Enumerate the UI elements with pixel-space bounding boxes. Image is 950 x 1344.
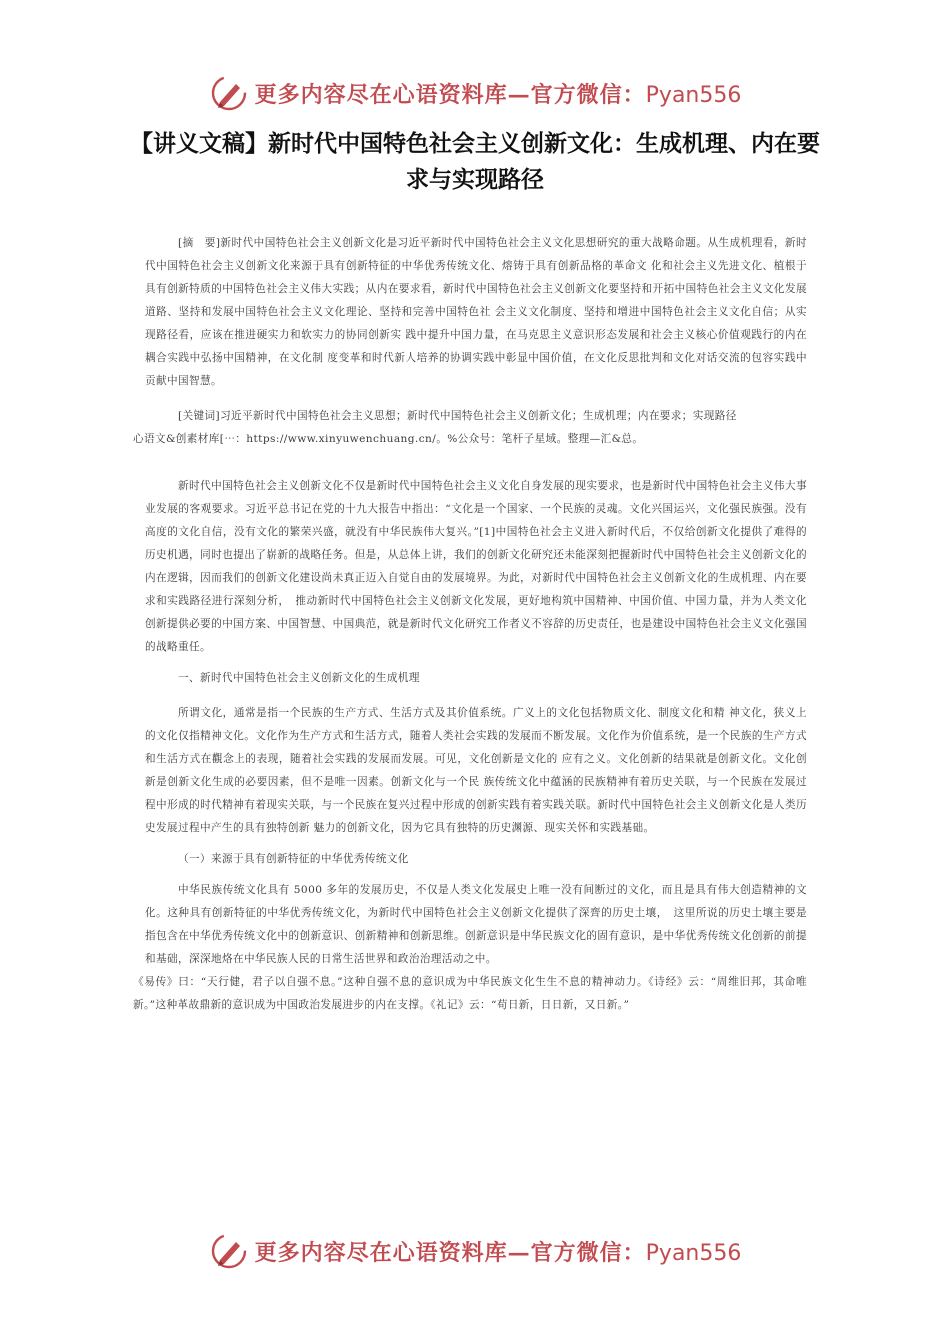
source-note: 心语文&创素材库[⋯：https://www.xinyuwenchuang.cn/。%公众号：笔杆子星域。整理—汇&总。 [133,433,644,445]
footer-banner [0,1228,950,1274]
header-banner [0,70,950,116]
section-heading: 一、新时代中国特色社会主义创新文化的生成机理 [178,672,420,684]
quote-paragraph: 《易传》曰：“天行健，君子以自强不息。”这种自强不息的意识成为中华民族文化生生不息的精神动力。《诗经》云：“周维旧邦，其命唯新。”这种革故鼎新的意识成为中国政治发展进步的内在支撑。《礼记》云：“苟日新，日日新，又日新。” [133,976,807,1011]
section-paragraph: 所谓文化，通常是指一个民族的生产方式、生活方式及其价值系统。广义上的文化包括物质文化、制度文化和精 神文化，狭义上的文化仅指精神文化。文化作为生产方式和生活方式，随着人类社会实践的发展而不断发展。文化作为价值系统，是一个民族的生产方式和生活方式在觀念上的表现，随着社会实践的发展而发展。可见，文化创新是文化的 应有之义。文化创新的结果就是创新文化。文化创新是创新文化生成的必要因素，但不是唯一因素。创新文化与一个民 族传统文化中蕴涵的民族精神有着历史关联，与一个民族在发展过程中形成的时代精神有着现实关联，与一个民族在复兴过程中形成的创新实践有着实践关联。新时代中国特色社会主义创新文化是人类历史发展过程中产生的具有独特创新 魅力的创新文化，因为它具有独特的历史渊源、现实关怀和实践基础。 [145,707,807,834]
keywords-paragraph [145,405,807,428]
intro-paragraph: 新时代中国特色社会主义创新文化不仅是新时代中国特色社会主义文化自身发展的现实要求，也是新时代中国特色社会主义伟大事业发展的客观要求。习近平总书记在党的十九大报告中指出：“文化是一个国家、一个民族的灵魂。文化兴国运兴，文化强民族强。没有高度的文化自信，没有文化的繁荣兴盛，就没有中华民族伟大复兴。”[1]中国特色社会主义进入新时代后，不仅给创新文化提供了难得的历史机遇，同时也提出了崭新的战略任务。但是，从总体上讲，我们的创新文化研究还未能深刻把握新时代中国特色社会主义创新文化的内在逻辑，因而我们的创新文化建设尚未真正迈入自觉自由的发展境界。为此，对新时代中国特色社会主义创新文化的生成机理、内在要求和实践路径进行深刻分析， 推动新时代中国特色社会主义创新文化发展，更好地构筑中国精神、中国价值、中国力量，并为人类文化创新提供必要的中国方案、中国智慧、中国典范，就是新时代文化研究工作者义不容辞的历史责任，也是建设中国特色社会主义文化强国的战略重任。 [145,480,807,653]
abstract-text: 新时代中国特色社会主义创新文化是习近平新时代中国特色社会主义文化思想研究的重大战略命题。从生成机理看，新时代中国特色社会主义创新文化来源于具有创新特征的中华优秀传统文化、熔铸于具有创新品格的革命文 化和社会主义先进文化、植根于具有创新特质的中国特色社会主义伟大实践；从内在要求看，新时代中国特色社会主义创新文化要坚持和开拓中国特色社会主义文化发展道路、坚持和发展中国特色社会主义文化理论、坚持和完善中国特色社 会主义文化制度、坚持和增进中国特色社会主义文化自信；从实现路径看，应该在推进硬实力和软实力的协同创新实 践中提升中国力量，在马克思主义意识形态发展和社会主义核心价值观践行的内在耦合实践中弘扬中国精神，在文化制 度变革和时代新人培养的协调实践中彰显中国价值，在文化反思批判和文化对话交流的包容实践中贡献中国智慧。 [145,237,807,387]
wechat-id: Pyan556 [645,82,742,108]
subsection-heading: （一）来源于具有创新特征的中华优秀传统文化 [178,853,409,865]
keywords-label: [关键词] [178,410,221,422]
abstract-label: [摘 要] [178,237,221,249]
abstract-paragraph [145,232,807,393]
document-title: 【讲义文稿】新时代中国特色社会主义创新文化：生成机理、内在要求与实现路径 [130,131,820,193]
subsection-paragraph: 中华民族传统文化具有 5000 多年的发展历史，不仅是人类文化发展史上唯一没有间断过的文化，而且是具有伟大创造精神的文化。这种具有创新特征的中华优秀传统文化，为新时代中国特色社会主义创新文化提供了深⿑的历史土壤， 这里所说的历史土壤主要是指包含在中华优秀传统文化中的创新意识、创新精神和创新思维。创新意识是中华民族文化的固有意识，是中华优秀传统文化创新的前提和基础，深深地烙在中华民族人民的日常生活世界和政治治理活动之中。 [145,884,807,965]
keywords-text: 习近平新时代中国特色社会主义思想；新时代中国特色社会主义创新文化；生成机理；内在要求；实现路径 [220,410,737,422]
document-body [133,232,807,1017]
wechat-id: Pyan556 [645,1240,742,1266]
pen-logo-icon [209,73,249,113]
pen-logo-icon [209,1231,249,1271]
banner-text: 更多内容尽在心语资料库—官方微信：Pyan556 [254,81,742,108]
banner-text: 更多内容尽在心语资料库—官方微信：Pyan556 [254,1239,742,1266]
